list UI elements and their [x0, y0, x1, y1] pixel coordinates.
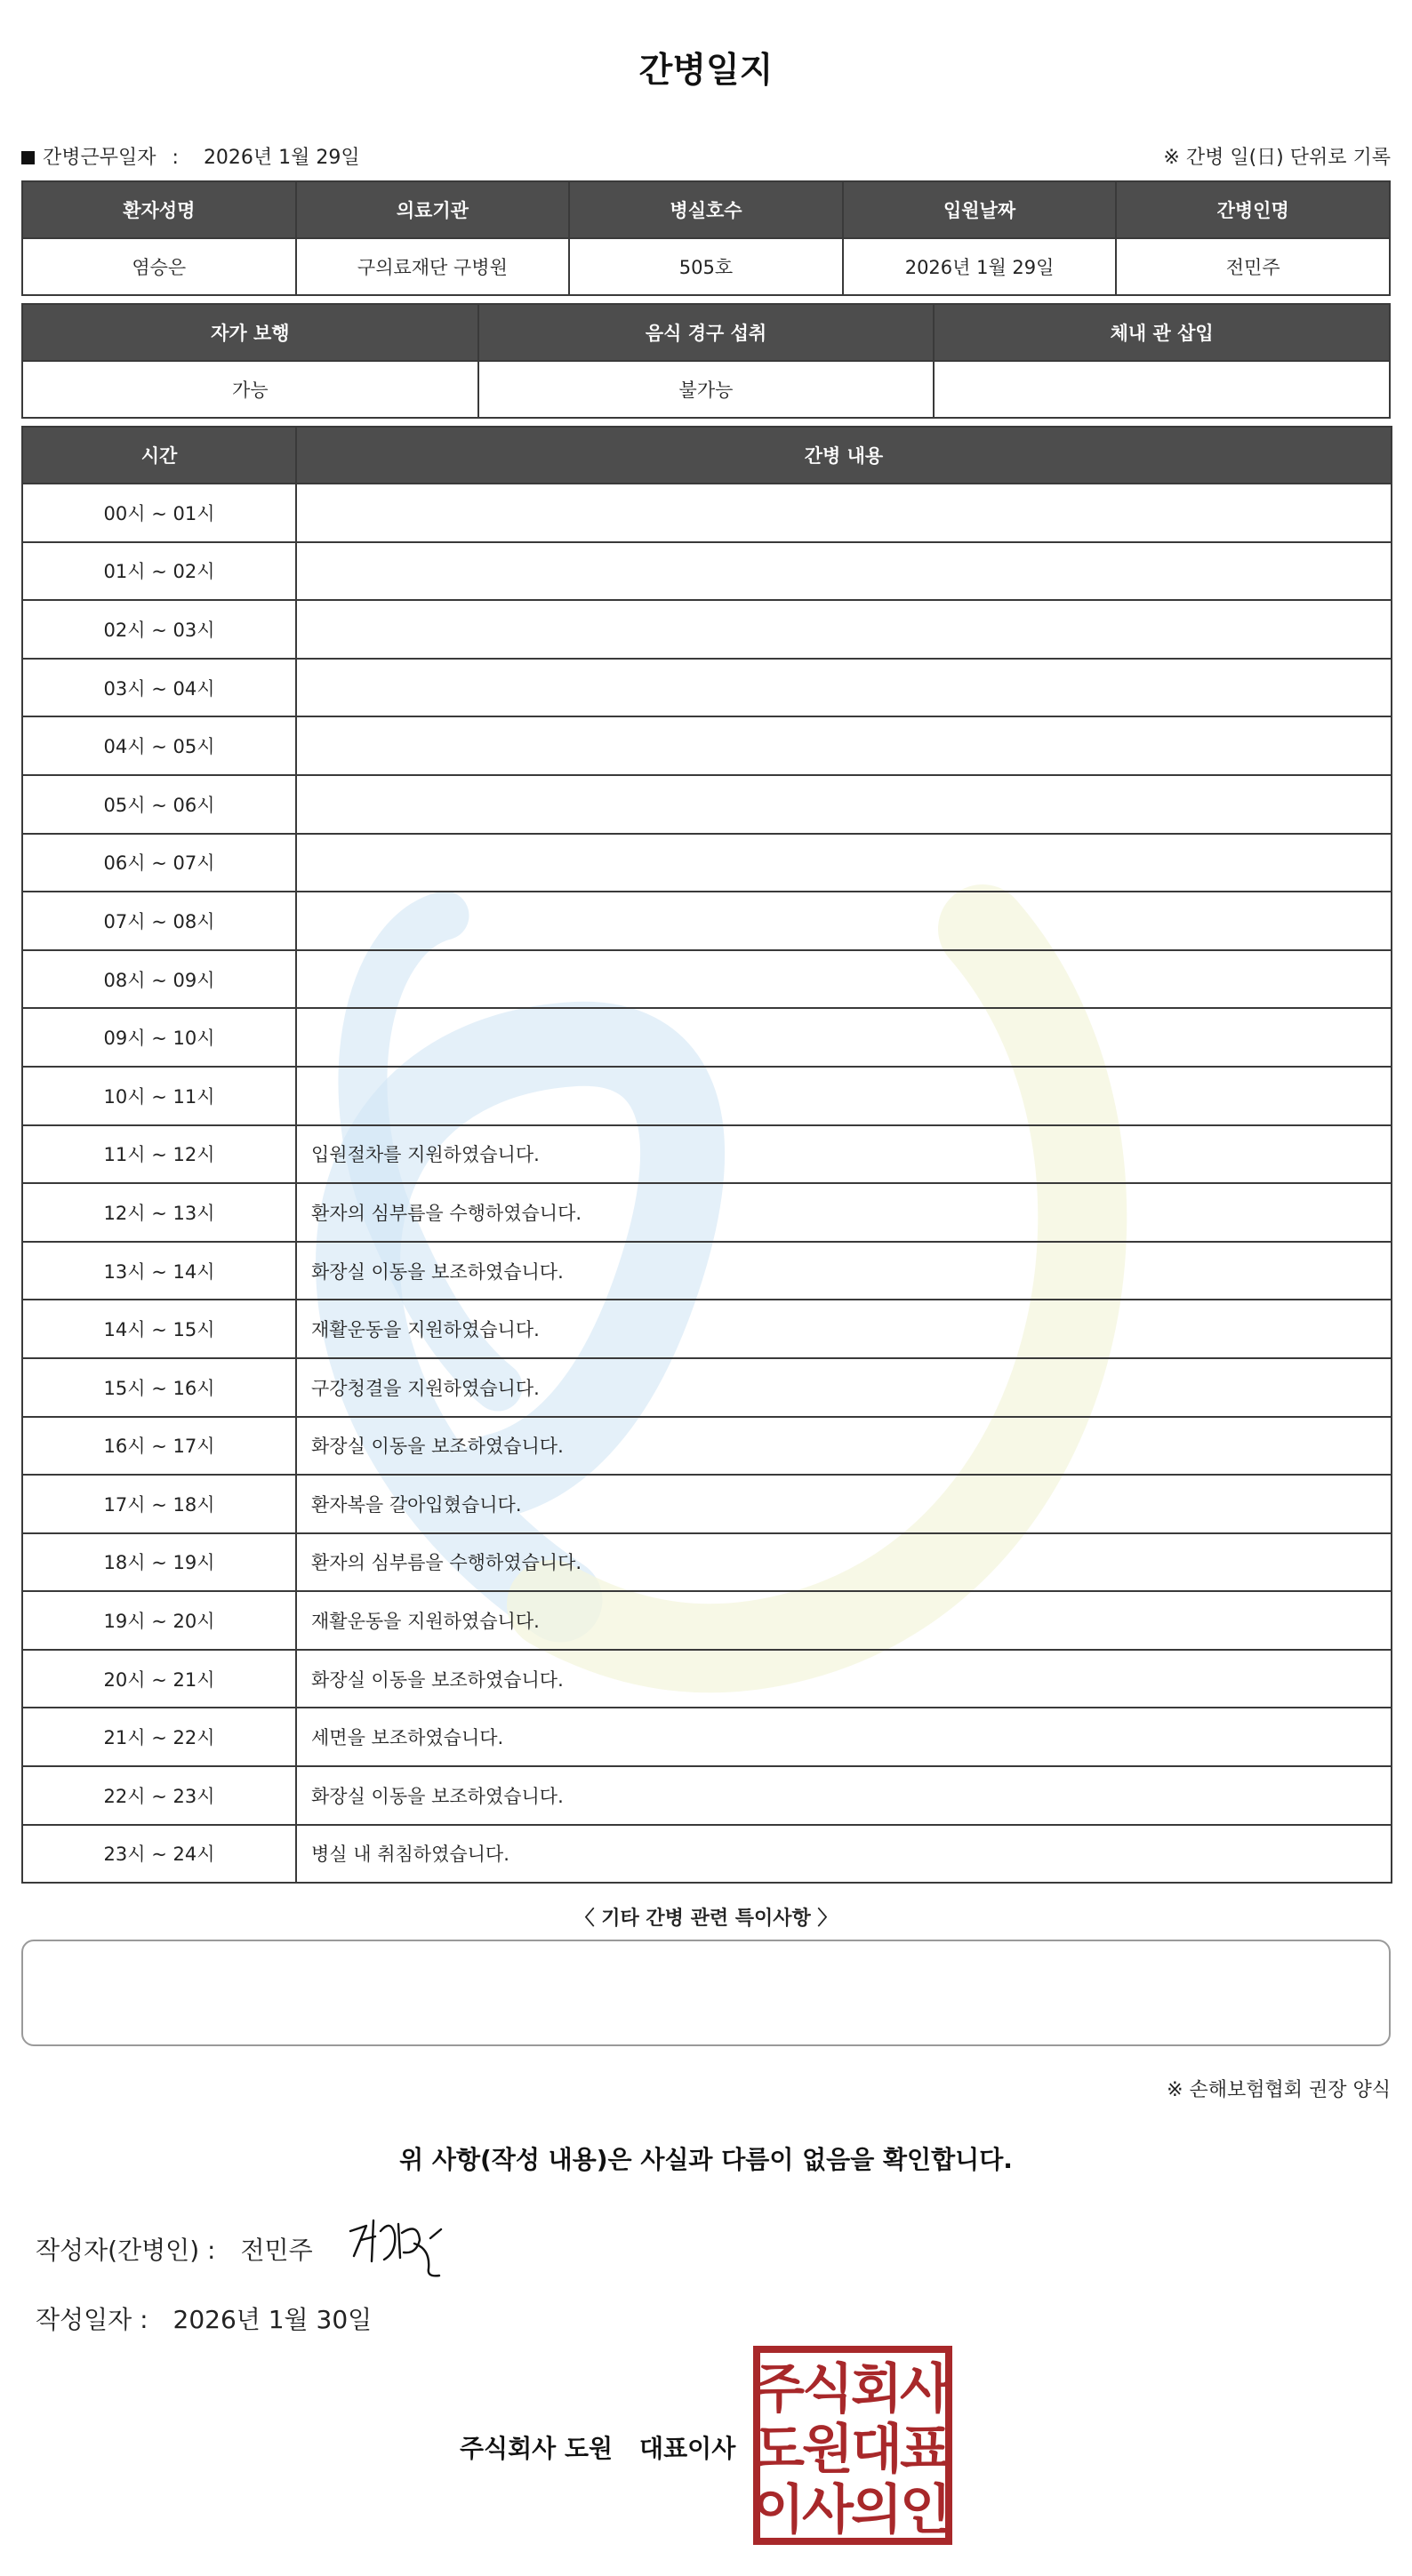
time-slot-cell: 17시 ~ 18시	[22, 1475, 296, 1533]
care-content-cell: 환자의 심부름을 수행하였습니다.	[296, 1533, 1392, 1592]
admission-date-cell: 2026년 1월 29일	[843, 238, 1117, 295]
header-room-number: 병실호수	[569, 181, 843, 238]
care-content-cell: 화장실 이동을 보조하였습니다.	[296, 1766, 1392, 1825]
care-log-row	[22, 834, 1392, 892]
form-source-note: ※ 손해보험협회 권장 양식	[1167, 2079, 1391, 2101]
care-log-row	[22, 1067, 1392, 1125]
time-slot-cell: 05시 ~ 06시	[22, 775, 296, 834]
care-log-row	[22, 1008, 1392, 1067]
seal-character: 대	[851, 2419, 903, 2481]
header-hospital: 의료기관	[296, 181, 570, 238]
header-patient-name: 환자성명	[22, 181, 296, 238]
time-slot-cell: 04시 ~ 05시	[22, 716, 296, 775]
date-label: 작성일자 :	[36, 2305, 148, 2334]
confirmation-statement: 위 사항(작성 내용)은 사실과 다름이 없음을 확인합니다.	[399, 2145, 1013, 2174]
time-slot-cell: 00시 ~ 01시	[22, 484, 296, 542]
notes-box	[21, 1940, 1391, 2046]
care-content-cell: 병실 내 취침하였습니다.	[296, 1825, 1392, 1884]
care-content-cell	[296, 600, 1392, 659]
record-unit-note: ※ 간병 일(日) 단위로 기록	[1163, 147, 1391, 169]
care-log-row	[22, 1300, 1392, 1358]
header-time: 시간	[22, 427, 296, 484]
care-content-cell	[296, 892, 1392, 950]
care-content-cell	[296, 716, 1392, 775]
care-log-row	[22, 1591, 1392, 1650]
care-log-row	[22, 542, 1392, 601]
care-log-row	[22, 659, 1392, 717]
company-seal-stamp	[752, 2345, 953, 2546]
care-log-row	[22, 1708, 1392, 1766]
seal-character: 주	[753, 2358, 805, 2420]
care-content-cell: 화장실 이동을 보조하였습니다.	[296, 1242, 1392, 1300]
seal-character: 표	[900, 2419, 951, 2481]
caregiver-name-cell: 전민주	[1116, 238, 1390, 295]
care-content-cell: 환자복을 갈아입혔습니다.	[296, 1475, 1392, 1533]
care-log-row	[22, 950, 1392, 1009]
room-number-cell: 505호	[569, 238, 843, 295]
time-slot-cell: 21시 ~ 22시	[22, 1708, 296, 1766]
time-slot-cell: 02시 ~ 03시	[22, 600, 296, 659]
company-name: 주식회사 도원	[460, 2434, 614, 2463]
time-slot-cell: 22시 ~ 23시	[22, 1766, 296, 1825]
hospital-cell: 구의료재단 구병원	[296, 238, 570, 295]
patient-info-value-row	[22, 238, 1390, 295]
self-walking-cell: 가능	[22, 361, 478, 418]
patient-info-header-row	[22, 181, 1390, 238]
writer-label: 작성자(간병인) :	[36, 2236, 216, 2265]
care-log-row	[22, 1183, 1392, 1242]
time-slot-cell: 12시 ~ 13시	[22, 1183, 296, 1242]
writer-name: 전민주	[240, 2236, 313, 2265]
work-date-label: 간병근무일자	[43, 147, 156, 169]
patient-name-cell: 염승은	[22, 238, 296, 295]
seal-character: 사	[900, 2358, 951, 2420]
time-slot-cell: 19시 ~ 20시	[22, 1591, 296, 1650]
notes-title: 〈 기타 간병 관련 특이사항 〉	[574, 1908, 838, 1930]
time-slot-cell: 03시 ~ 04시	[22, 659, 296, 717]
seal-character: 식	[802, 2358, 854, 2420]
time-slot-cell: 11시 ~ 12시	[22, 1125, 296, 1184]
care-log-row	[22, 1475, 1392, 1533]
care-content-cell	[296, 1008, 1392, 1067]
care-log-row	[22, 484, 1392, 542]
company-line	[460, 2429, 735, 2465]
time-slot-cell: 20시 ~ 21시	[22, 1650, 296, 1708]
header-self-walking: 자가 보행	[22, 304, 478, 361]
care-log-header-row	[22, 427, 1392, 484]
time-slot-cell: 09시 ~ 10시	[22, 1008, 296, 1067]
care-content-cell: 입원절차를 지원하였습니다.	[296, 1125, 1392, 1184]
time-slot-cell: 23시 ~ 24시	[22, 1825, 296, 1884]
patient-info-table	[21, 180, 1391, 296]
time-slot-cell: 15시 ~ 16시	[22, 1358, 296, 1417]
time-slot-cell: 06시 ~ 07시	[22, 834, 296, 892]
square-bullet-icon	[21, 151, 35, 164]
time-slot-cell: 08시 ~ 09시	[22, 950, 296, 1009]
care-content-cell: 재활운동을 지원하였습니다.	[296, 1591, 1392, 1650]
patient-status-table	[21, 303, 1391, 419]
patient-status-value-row	[22, 361, 1390, 418]
care-log-row	[22, 716, 1392, 775]
care-content-cell	[296, 542, 1392, 601]
header-tube-insertion: 체내 관 삽입	[934, 304, 1390, 361]
time-slot-cell: 13시 ~ 14시	[22, 1242, 296, 1300]
seal-character: 이	[753, 2479, 805, 2541]
seal-character: 사	[802, 2479, 854, 2541]
header-care-content: 간병 내용	[296, 427, 1392, 484]
date-row	[36, 2300, 372, 2336]
care-log-body	[22, 484, 1392, 1883]
care-content-cell	[296, 834, 1392, 892]
time-slot-cell: 16시 ~ 17시	[22, 1417, 296, 1476]
time-slot-cell: 14시 ~ 15시	[22, 1300, 296, 1358]
care-log-row	[22, 1533, 1392, 1592]
work-date-value: 2026년 1월 29일	[203, 147, 360, 169]
care-log-table	[21, 426, 1392, 1884]
oral-intake-cell: 불가능	[478, 361, 935, 418]
care-content-cell: 세면을 보조하였습니다.	[296, 1708, 1392, 1766]
seal-character: 회	[851, 2358, 903, 2420]
care-content-cell: 구강청결을 지원하였습니다.	[296, 1358, 1392, 1417]
care-log-row	[22, 1766, 1392, 1825]
header-admission-date: 입원날짜	[843, 181, 1117, 238]
care-content-cell: 재활운동을 지원하였습니다.	[296, 1300, 1392, 1358]
document-title: 간병일지	[638, 51, 774, 91]
seal-character: 의	[851, 2479, 903, 2541]
care-log-row	[22, 1650, 1392, 1708]
time-slot-cell: 18시 ~ 19시	[22, 1533, 296, 1592]
writer-row	[36, 2231, 313, 2267]
header-caregiver-name: 간병인명	[1116, 181, 1390, 238]
care-log-row	[22, 600, 1392, 659]
date-value: 2026년 1월 30일	[172, 2305, 373, 2334]
time-slot-cell: 10시 ~ 11시	[22, 1067, 296, 1125]
care-content-cell	[296, 659, 1392, 717]
care-content-cell	[296, 1067, 1392, 1125]
header-oral-intake: 음식 경구 섭취	[478, 304, 935, 361]
care-content-cell: 화장실 이동을 보조하였습니다.	[296, 1417, 1392, 1476]
care-log-row	[22, 1242, 1392, 1300]
ceo-title: 대표이사	[639, 2434, 736, 2463]
care-content-cell	[296, 775, 1392, 834]
care-log-row	[22, 1358, 1392, 1417]
time-slot-cell: 07시 ~ 08시	[22, 892, 296, 950]
work-date-row	[21, 142, 360, 170]
tube-insertion-cell	[934, 361, 1390, 418]
care-log-row	[22, 775, 1392, 834]
time-slot-cell: 01시 ~ 02시	[22, 542, 296, 601]
care-content-cell: 화장실 이동을 보조하였습니다.	[296, 1650, 1392, 1708]
seal-character: 도	[753, 2419, 805, 2481]
care-content-cell	[296, 950, 1392, 1009]
handwritten-signature	[345, 2213, 469, 2284]
care-log-row	[22, 1125, 1392, 1184]
care-log-row	[22, 1417, 1392, 1476]
work-date-separator: :	[172, 147, 179, 169]
care-content-cell	[296, 484, 1392, 542]
care-log-row	[22, 892, 1392, 950]
seal-character: 원	[802, 2419, 854, 2481]
care-content-cell: 환자의 심부름을 수행하였습니다.	[296, 1183, 1392, 1242]
seal-character: 인	[900, 2479, 951, 2541]
care-log-row	[22, 1825, 1392, 1884]
patient-status-header-row	[22, 304, 1390, 361]
